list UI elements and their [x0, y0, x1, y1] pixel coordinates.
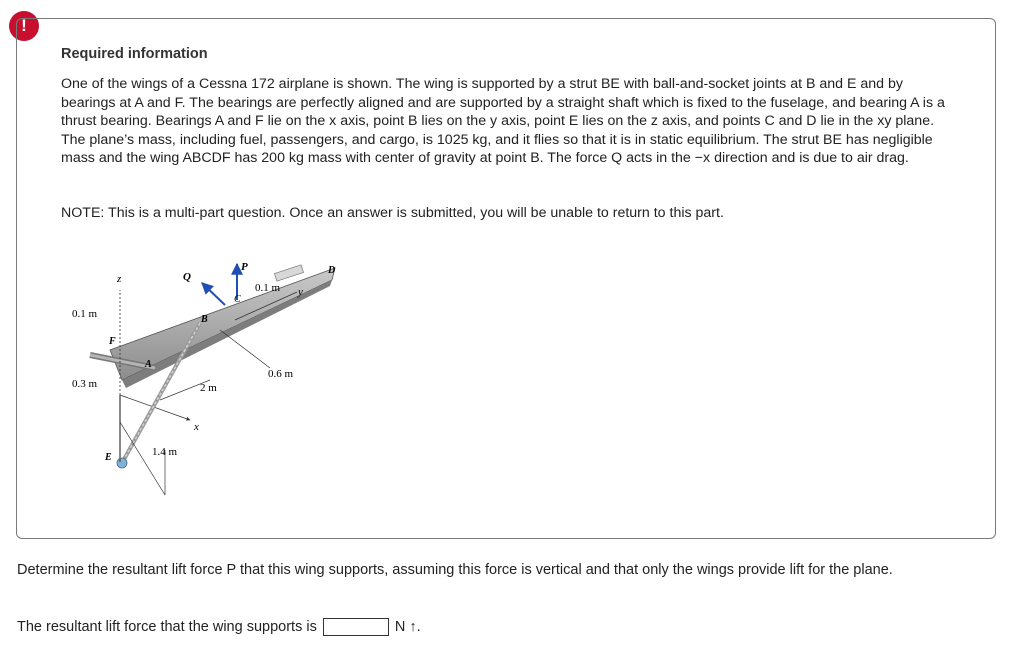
wing-figure — [60, 250, 360, 510]
info-title: Required information — [61, 46, 208, 62]
problem-text: One of the wings of a Cessna 172 airplane is shown. The wing is supported by a strut BE with ball-and-socket joints at B and E and by bearings at A and F. The bearings are perfectly aligned and are supported by a straight shaft which is fixed to the fuselage, and bearing A is a thrust bearing. Bearings A and F lie on the x axis, point B lies on the y axis, point E lies on the z axis, and points C and D lie in the xy plane. The plane’s mass, including fuel, passengers, and cargo, is 1025 kg, and it flies so that it is in static equilibrium. The strut BE has negligible mass and the wing ABCDF has 200 kg mass with center of gravity at point B. The force Q acts in the −x direction and is due to air drag. — [61, 76, 945, 167]
label-C: C — [234, 294, 241, 305]
dim-0-3m: 0.3 m — [72, 378, 98, 390]
label-B: B — [201, 314, 208, 325]
dim-2m: 2 m — [200, 382, 217, 394]
unit-label: N ↑. — [394, 619, 421, 635]
lift-force-input[interactable] — [323, 618, 389, 636]
label-D: D — [328, 265, 336, 276]
label-A: A — [145, 359, 152, 370]
label-z: z — [117, 273, 122, 285]
label-y: y — [298, 286, 303, 298]
label-Q: Q — [183, 271, 191, 283]
label-F: F — [109, 336, 116, 347]
answer-line — [17, 618, 421, 636]
label-x: x — [194, 421, 199, 433]
dim-0-6m: 0.6 m — [268, 368, 294, 380]
force-Q-arrow — [202, 283, 225, 305]
dim-0-1m-left: 0.1 m — [72, 308, 98, 320]
dim-1-4m: 1.4 m — [152, 446, 178, 458]
label-E: E — [105, 452, 112, 463]
label-P: P — [241, 261, 248, 273]
answer-prefix: The resultant lift force that the wing supports is — [17, 619, 317, 635]
question-text: Determine the resultant lift force P that this wing supports, assuming this force is vertical and that only the wings provide lift for the plane. — [17, 562, 893, 578]
alert-icon: ! — [9, 11, 39, 41]
note-text: NOTE: This is a multi-part question. Once an answer is submitted, you will be unable to return to this part. — [61, 205, 724, 221]
dim-0-1m-top: 0.1 m — [255, 282, 281, 294]
